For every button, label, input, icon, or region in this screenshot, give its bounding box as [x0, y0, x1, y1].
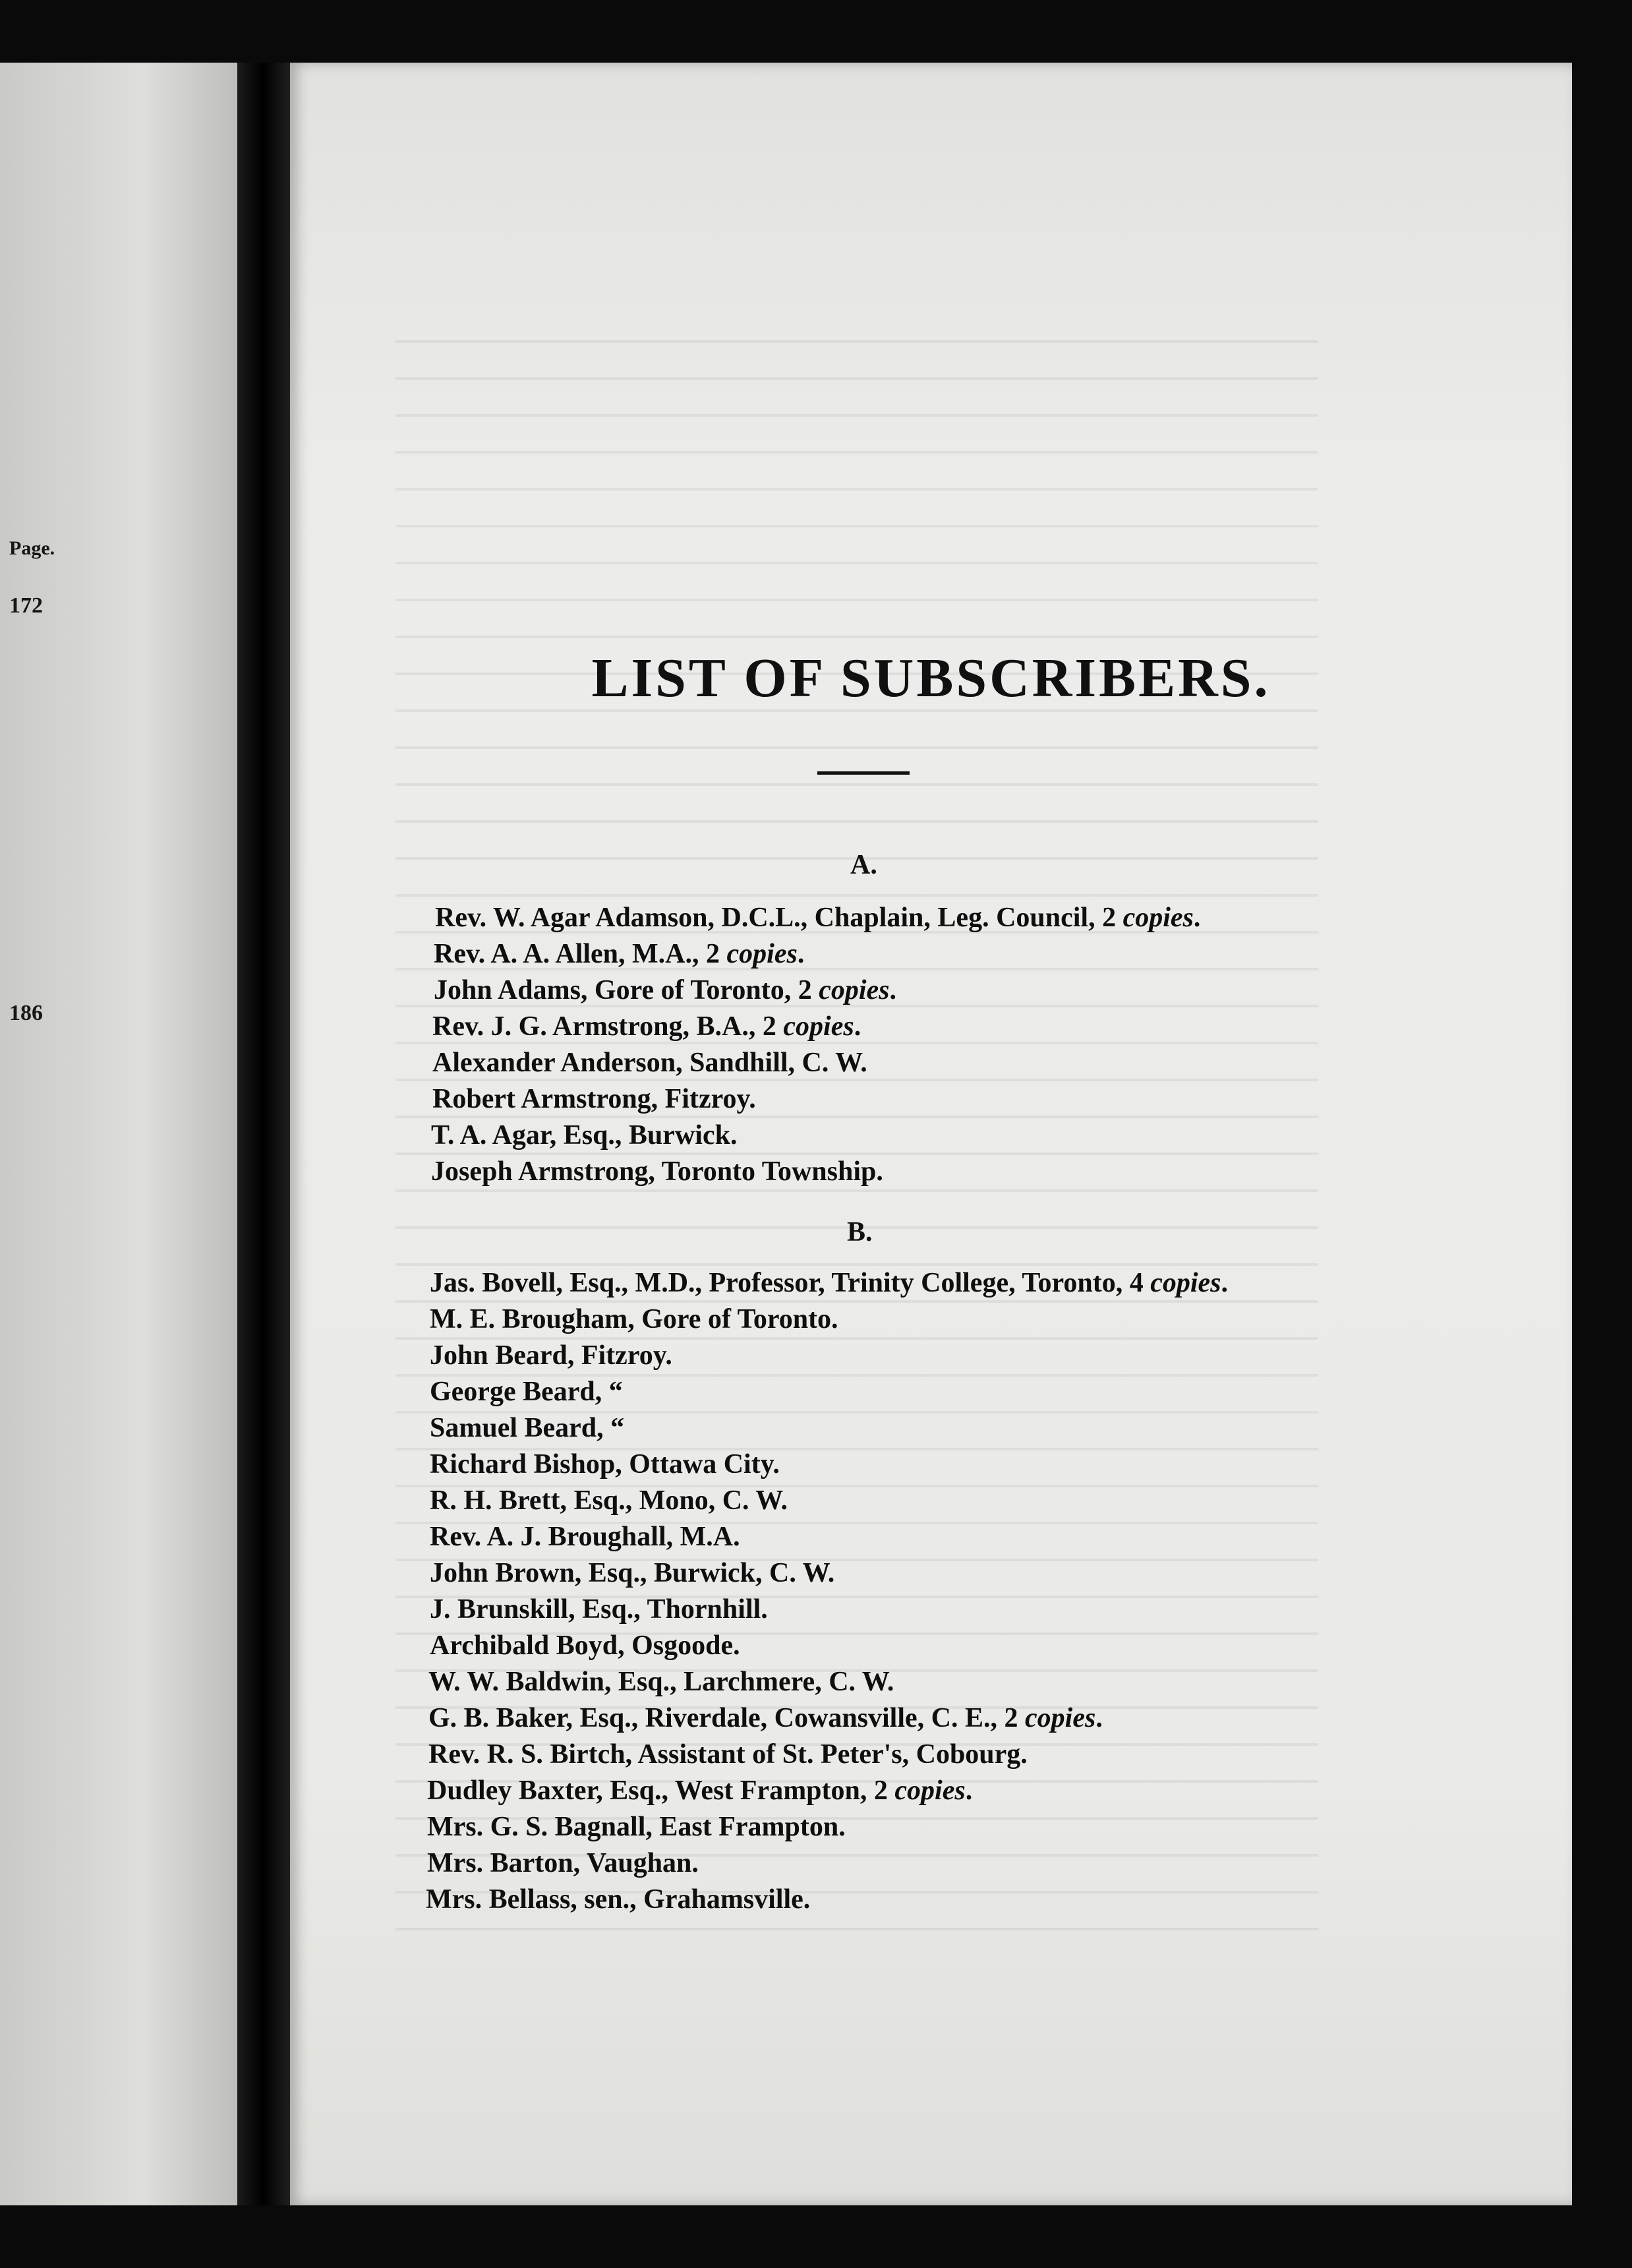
subscriber-entry: J. Brunskill, Esq., Thornhill.: [430, 1594, 768, 1625]
subscriber-entry: John Beard, Fitzroy.: [430, 1340, 672, 1371]
section-letter-a: A.: [850, 850, 877, 880]
left-page-number-2: 186: [9, 1001, 43, 1025]
subscriber-entry: Rev. A. A. Allen, M.A., 2 copies.: [434, 939, 805, 969]
title-divider: [817, 771, 910, 775]
subscriber-entry: Samuel Beard, “: [430, 1413, 625, 1443]
subscriber-entry: Mrs. Bellass, sen., Grahamsville.: [426, 1884, 811, 1915]
subscriber-entry: W. W. Baldwin, Esq., Larchmere, C. W.: [428, 1667, 894, 1697]
subscriber-entry: M. E. Brougham, Gore of Toronto.: [430, 1304, 838, 1334]
subscriber-entry: John Brown, Esq., Burwick, C. W.: [430, 1558, 835, 1588]
subscriber-entry: George Beard, “: [430, 1377, 623, 1407]
subscriber-entry: Joseph Armstrong, Toronto Township.: [431, 1156, 883, 1187]
book-gutter: [237, 63, 290, 2205]
subscriber-entry: Jas. Bovell, Esq., M.D., Professor, Trinity College, Toronto, 4 copies.: [430, 1268, 1229, 1298]
subscriber-entry: Archibald Boyd, Osgoode.: [430, 1630, 740, 1661]
facing-page: [0, 63, 237, 2205]
subscriber-entry: Robert Armstrong, Fitzroy.: [432, 1084, 756, 1114]
subscriber-entry: Alexander Anderson, Sandhill, C. W.: [432, 1048, 867, 1078]
subscriber-entry: R. H. Brett, Esq., Mono, C. W.: [430, 1485, 788, 1516]
subscriber-entry: Rev. A. J. Broughall, M.A.: [430, 1522, 740, 1552]
subscriber-entry: Dudley Baxter, Esq., West Frampton, 2 copies.: [427, 1776, 973, 1806]
page-title: LIST OF SUBSCRIBERS.: [591, 647, 1271, 709]
subscriber-entry: T. A. Agar, Esq., Burwick.: [431, 1120, 738, 1150]
section-letter-b: B.: [847, 1217, 873, 1247]
subscriber-entry: Mrs. G. S. Bagnall, East Frampton.: [427, 1812, 846, 1842]
subscriber-entry: Rev. J. G. Armstrong, B.A., 2 copies.: [432, 1011, 861, 1042]
subscriber-entry: Mrs. Barton, Vaughan.: [427, 1848, 699, 1878]
left-page-number-1: 172: [9, 593, 43, 618]
left-page-label: Page.: [9, 537, 55, 559]
subscriber-entry: G. B. Baker, Esq., Riverdale, Cowansville, C. E., 2 copies.: [428, 1703, 1103, 1733]
subscriber-entry: Richard Bishop, Ottawa City.: [430, 1449, 780, 1479]
subscriber-entry: Rev. W. Agar Adamson, D.C.L., Chaplain, Leg. Council, 2 copies.: [435, 903, 1201, 933]
subscriber-entry: John Adams, Gore of Toronto, 2 copies.: [434, 975, 897, 1005]
subscriber-entry: Rev. R. S. Birtch, Assistant of St. Peter's, Cobourg.: [428, 1739, 1028, 1770]
